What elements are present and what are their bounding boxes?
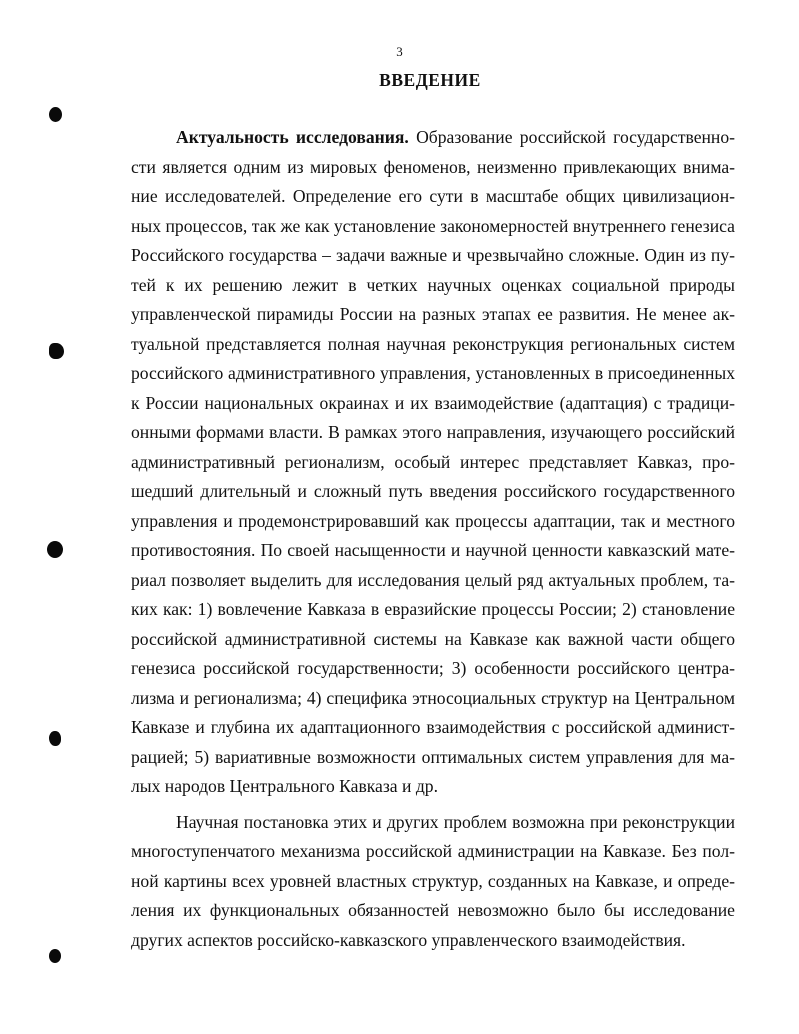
text-line: лизма и регионализма; 4) специфика этносоциальных структур на Центральном [131,688,735,708]
text-line: других аспектов российско-кавказского управленческого взаимодействия. [131,930,686,950]
text-line: ной картины всех уровней властных структур, созданных на Кавказе, и опреде- [131,871,735,891]
punch-hole-mark [49,343,64,359]
text-line: сти является одним из мировых феноменов, неизменно привлекающих внима- [131,157,735,177]
page-heading: ВВЕДЕНИЕ [379,70,481,90]
text-line: российского административного управления, установленных в присоединенных [131,363,735,383]
text-line: многоступенчатого механизма российской администрации на Кавказе. Без пол- [131,841,735,861]
text-line: лых народов Центрального Кавказа и др. [131,776,438,796]
text-line: рацией; 5) вариативные возможности оптимальных систем управления для ма- [131,747,735,767]
text-line: шедший длительный и сложный путь введения российского государственного [131,481,735,501]
text-line: онными формами власти. В рамках этого направления, изучающего российский [131,422,735,442]
text-line: к России национальных окраинах и их взаимодействие (адаптация) с традици- [131,393,735,413]
text-line: ных процессов, так же как установление закономерностей внутреннего генезиса [131,216,735,236]
text-line: ких как: 1) вовлечение Кавказа в евразийские процессы России; 2) становление [131,599,735,619]
page-number: 3 [396,44,403,59]
text-line [176,126,735,148]
punch-hole-mark [49,949,61,963]
punch-hole-mark [49,107,62,122]
text-line: российской административной системы на Кавказе как важной части общего [131,629,735,649]
text-line: тей к их решению лежит в четких научных оценках социальной природы [131,275,735,295]
text-line: Научная постановка этих и других проблем возможна при реконструкции [176,812,735,832]
punch-hole-mark [49,731,61,746]
text-line: туальной представляется полная научная реконструкция региональных систем [131,334,735,354]
text-line: административный регионализм, особый интерес представляет Кавказ, про- [131,452,735,472]
text-line: ления их функциональных обязанностей невозможно было бы исследование [131,900,735,920]
text-line: Российского государства – задачи важные и чрезвычайно сложные. Один из пу- [131,245,735,265]
text-line: Кавказе и глубина их адаптационного взаимодействия с российской админист- [131,717,735,737]
text-line: управления и продемонстрировавший как процессы адаптации, так и местного [131,511,735,531]
text-line: ние исследователей. Определение его сути в масштабе общих цивилизацион- [131,186,735,206]
text-line: управленческой пирамиды России на разных этапах ее развития. Не менее ак- [131,304,735,324]
text-line: генезиса российской государственности; 3) особенности российского центра- [131,658,735,678]
text-line: риал позволяет выделить для исследования целый ряд актуальных проблем, та- [131,570,735,590]
punch-hole-mark [47,541,63,558]
text-line: противостояния. По своей насыщенности и научной ценности кавказский мате- [131,540,735,560]
lead-phrase: Актуальность исследования. [176,127,409,147]
text-fragment: Образование российской государственно- [408,127,736,147]
